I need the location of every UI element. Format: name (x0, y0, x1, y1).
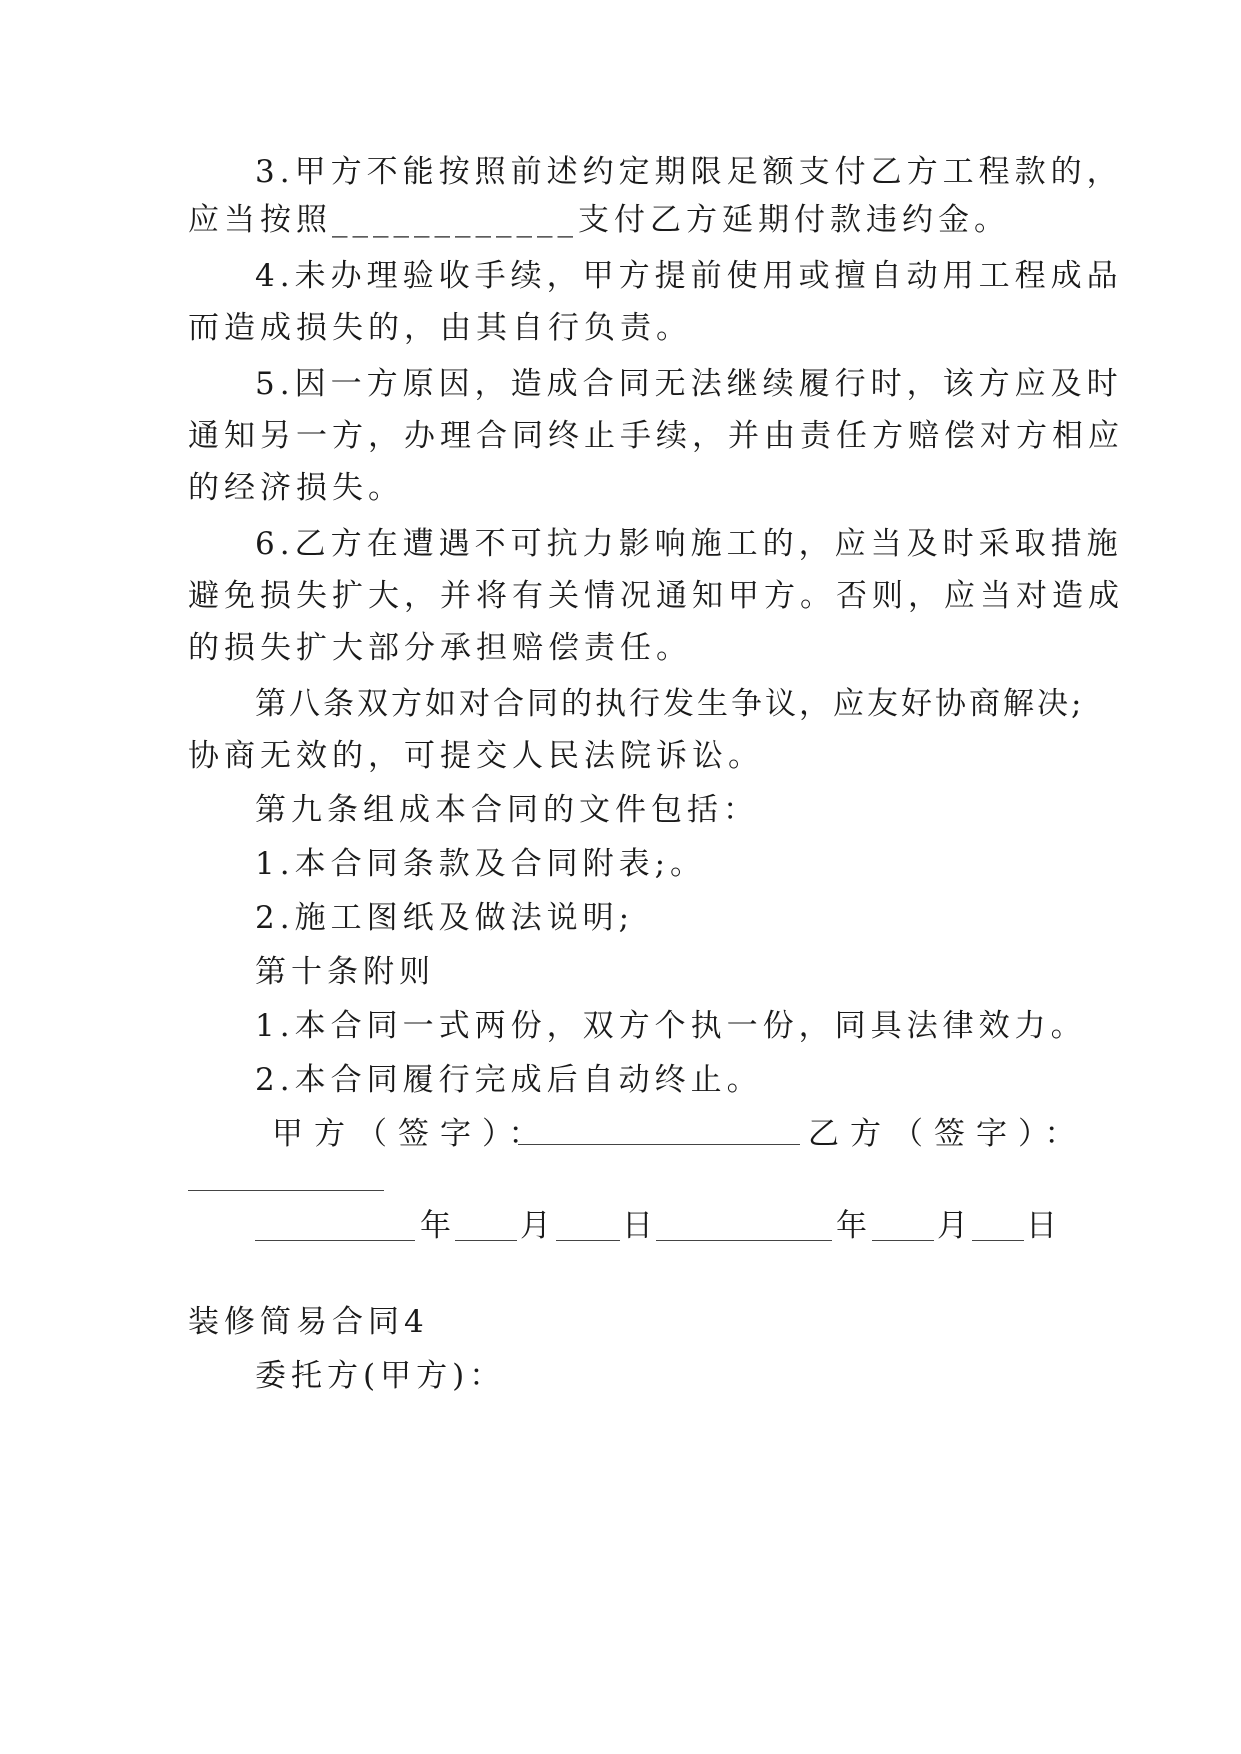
date-b-day-label: 日 (1026, 1208, 1062, 1244)
paragraph-line: 3.甲方不能按照前述约定期限足额支付乙方工程款的， (255, 154, 1123, 190)
date-b-year-blank (656, 1240, 832, 1241)
next-contract-title: 装修简易合同4 (188, 1304, 429, 1340)
paragraph-line: 的经济损失。 (188, 470, 404, 506)
list-item: 1.本合同条款及合同附表;。 (255, 846, 707, 882)
date-b-year-label: 年 (836, 1208, 872, 1244)
paragraph-line: 协商无效的，可提交人民法院诉讼。 (188, 738, 764, 774)
date-a-month-blank (455, 1240, 517, 1241)
article-heading: 第十条附则 (255, 954, 435, 990)
paragraph-line: 而造成损失的，由其自行负责。 (188, 310, 692, 346)
paragraph-line: 通知另一方，办理合同终止手续，并由责任方赔偿对方相应 (188, 418, 1124, 454)
date-b-month-blank (872, 1240, 934, 1241)
party-b-signature-blank (188, 1190, 384, 1191)
date-a-month-label: 月 (520, 1208, 556, 1244)
date-a-year-label: 年 (420, 1208, 456, 1244)
date-b-month-label: 月 (937, 1208, 973, 1244)
paragraph-line: 4.未办理验收手续，甲方提前使用或擅自动用工程成品 (255, 258, 1123, 294)
paragraph-line: 6.乙方在遭遇不可抗力影响施工的，应当及时采取措施 (255, 526, 1123, 562)
paragraph-line: 应当按照____________支付乙方延期付款违约金。 (188, 202, 1010, 238)
client-label: 委托方(甲方)： (255, 1358, 506, 1394)
list-item: 2.施工图纸及做法说明; (255, 900, 635, 936)
paragraph-line: 避免损失扩大，并将有关情况通知甲方。否则，应当对造成 (188, 578, 1124, 614)
article-heading: 第九条组成本合同的文件包括： (255, 792, 759, 828)
party-a-signature-label: 甲方（签字）： (272, 1116, 551, 1152)
party-a-signature-blank (518, 1144, 800, 1145)
list-item: 2.本合同履行完成后自动终止。 (255, 1062, 763, 1098)
party-b-signature-label: 乙方（签字）： (808, 1116, 1087, 1152)
date-b-day-blank (972, 1240, 1024, 1241)
date-a-year-blank (255, 1240, 415, 1241)
date-a-day-label: 日 (622, 1208, 658, 1244)
list-item: 1.本合同一式两份，双方个执一份，同具法律效力。 (255, 1008, 1087, 1044)
date-a-day-blank (556, 1240, 620, 1241)
paragraph-line: 的损失扩大部分承担赔偿责任。 (188, 630, 692, 666)
article-heading: 第八条双方如对合同的执行发生争议，应友好协商解决; (255, 686, 1085, 722)
paragraph-line: 5.因一方原因，造成合同无法继续履行时，该方应及时 (255, 366, 1123, 402)
